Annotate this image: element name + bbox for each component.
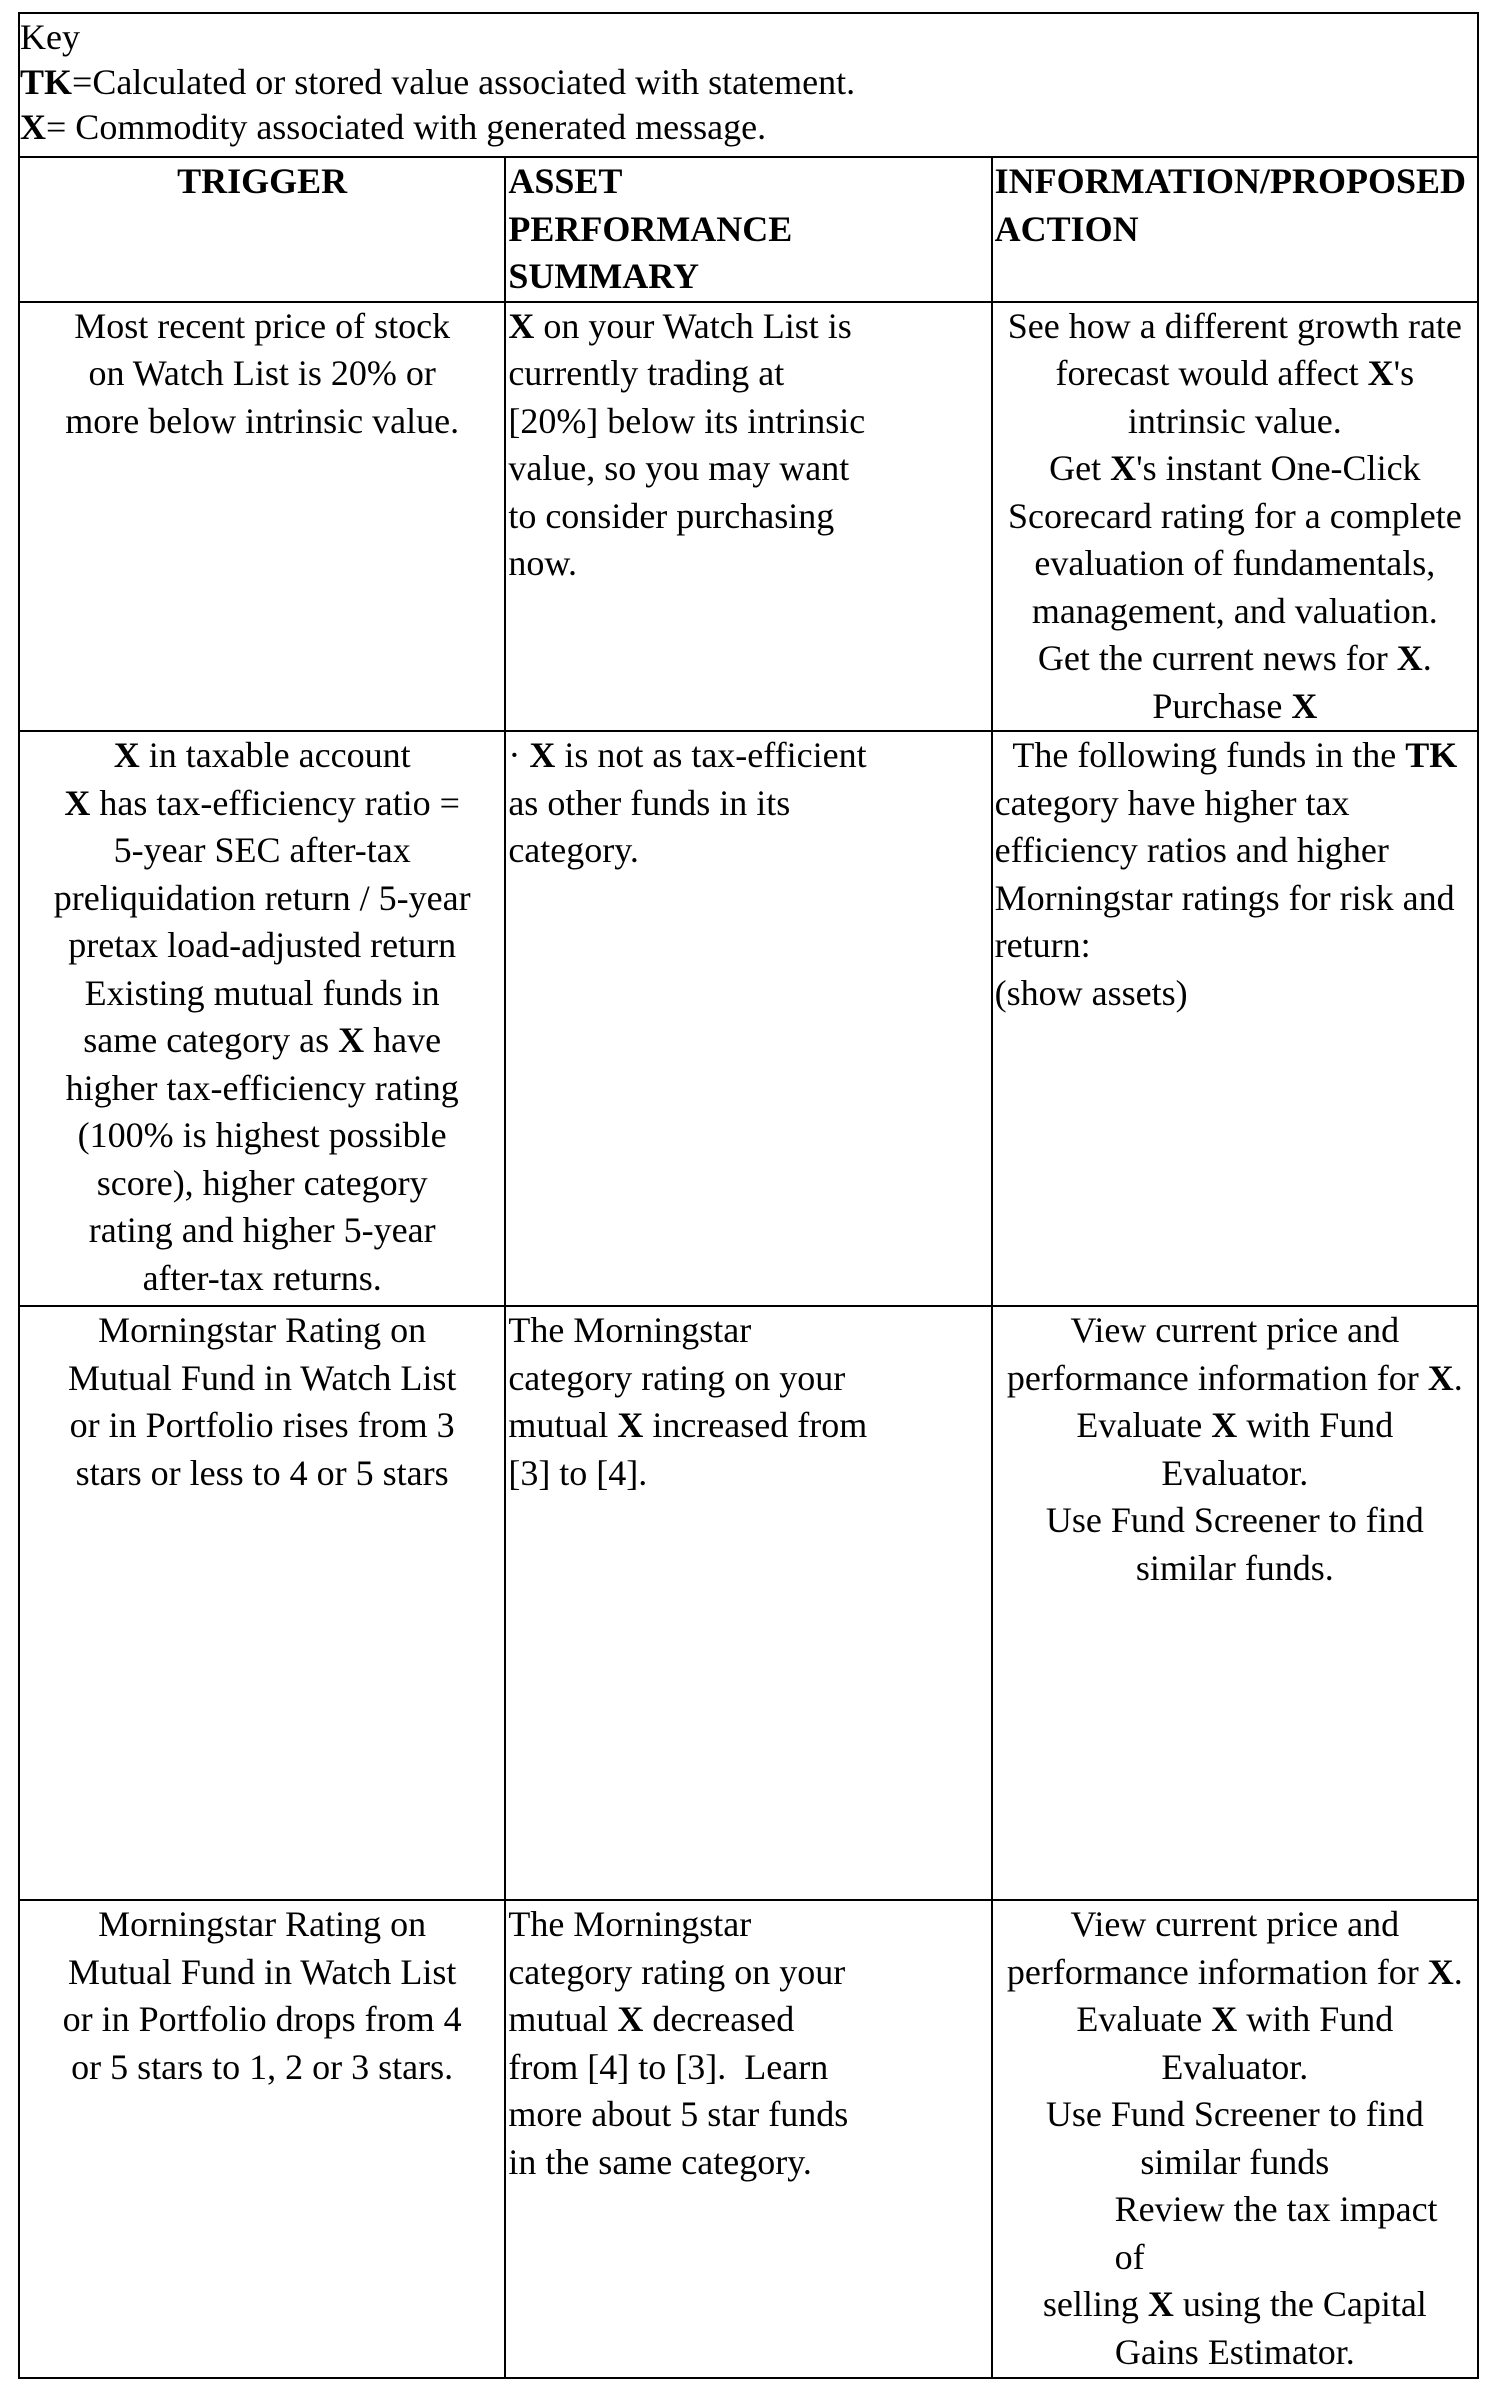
header-row [19, 157, 1478, 302]
text-line [508, 1996, 988, 2044]
table-row [19, 1306, 1478, 1900]
text-line: or in Portfolio drops from 4 [62, 1999, 462, 2039]
commodity-x: X [113, 735, 140, 775]
text-fragment: performance information for [1006, 1951, 1428, 1992]
text-line: category rating on your [508, 1951, 846, 1992]
text-line: Evaluator. [1161, 1452, 1309, 1493]
key-row [19, 13, 1478, 157]
commodity-x: X [1427, 1357, 1454, 1398]
text-line: from [4] to [3]. Learn [508, 2046, 829, 2087]
text-line: or 5 stars to 1, 2 or 3 stars. [71, 2046, 454, 2087]
text-line: Morningstar Rating on [98, 1904, 427, 1944]
trigger-cell [19, 1306, 505, 1900]
text-line: now. [508, 543, 577, 583]
header-trigger-label: TRIGGER [177, 161, 348, 201]
text-line: Existing mutual funds in [84, 972, 440, 1013]
trigger-cell [19, 731, 505, 1306]
text-line [995, 445, 1475, 493]
text-line: Gains Estimator. [1114, 2331, 1355, 2372]
key-tk-text: =Calculated or stored value associated with statement. [72, 62, 856, 102]
show-assets-text: (show assets) [994, 972, 1188, 1013]
text-fragment: with Fund [1237, 1405, 1394, 1445]
trigger-cell [19, 1900, 505, 2378]
text-fragment: using the Capital [1173, 2284, 1427, 2324]
text-fragment: The following funds in the [1012, 735, 1406, 775]
text-line: Most recent price of stock [74, 305, 451, 346]
trigger-cell [19, 302, 505, 732]
text-line: pretax load-adjusted return [68, 925, 457, 965]
text-line: more below intrinsic value. [65, 400, 460, 441]
commodity-x: X [64, 782, 91, 823]
text-fragment: has tax-efficiency ratio = [90, 782, 460, 823]
text-fragment: . [1422, 638, 1432, 678]
text-fragment: in taxable account [139, 735, 411, 775]
text-line [508, 732, 988, 780]
text-fragment: on your Watch List is [534, 305, 852, 346]
text-line: Scorecard rating for a complete [1007, 495, 1462, 536]
commodity-x: X [1211, 1999, 1238, 2039]
text-line: evaluation of fundamentals, [1034, 543, 1436, 583]
text-line: See how a different growth rate [1007, 305, 1462, 346]
key-x-definition [20, 105, 1475, 150]
text-line: Morningstar Rating on [98, 1310, 427, 1350]
text-fragment: with Fund [1237, 1999, 1394, 2039]
text-line: [3] to [4]. [508, 1452, 648, 1493]
header-action [992, 157, 1478, 302]
text-fragment: have [364, 1020, 442, 1060]
text-line: Use Fund Screener to find [1045, 1500, 1424, 1540]
commodity-x: X [617, 1999, 644, 2039]
text-line: intrinsic value. [1127, 400, 1342, 441]
text-line: Evaluator. [1161, 2046, 1309, 2087]
text-fragment: is not as tax-efficient [555, 735, 867, 775]
commodity-x: X [508, 305, 535, 346]
text-line: stars or less to 4 or 5 stars [75, 1452, 449, 1493]
text-fragment: Evaluate [1076, 1999, 1212, 2039]
text-line [995, 683, 1475, 731]
text-line: (100% is highest possible [77, 1115, 447, 1155]
text-line: preliquidation return / 5-year [53, 877, 471, 918]
text-line: more about 5 star funds [508, 2094, 849, 2134]
commodity-x: X [1147, 2284, 1174, 2324]
tk-value: TK [1405, 735, 1458, 775]
text-fragment: same category as [83, 1020, 339, 1060]
text-line: as other funds in its [508, 782, 791, 823]
text-line: Mutual Fund in Watch List [67, 1951, 457, 1992]
key-x-text: = Commodity associated with generated message. [46, 107, 767, 147]
text-line [22, 732, 502, 780]
text-fragment: 's [1393, 353, 1415, 393]
commodity-x: X [1211, 1405, 1238, 1445]
summary-cell [505, 1306, 991, 1900]
summary-cell [505, 1900, 991, 2378]
text-line: category rating on your [508, 1357, 846, 1398]
text-fragment: 's instant One-Click [1136, 448, 1421, 488]
action-cell [992, 731, 1478, 1306]
header-summary-line: PERFORMANCE [508, 208, 793, 249]
text-line: or in Portfolio rises from 3 [69, 1405, 455, 1445]
text-line: The Morningstar [508, 1904, 752, 1944]
bullet-mark: · [508, 735, 530, 775]
summary-cell [505, 302, 991, 732]
text-line: category. [508, 830, 639, 870]
text-line: [20%] below its intrinsic [508, 400, 866, 441]
document-page [18, 12, 1479, 2389]
text-line: currently trading at [508, 353, 785, 393]
text-line: to consider purchasing [508, 495, 835, 536]
key-cell [19, 13, 1478, 157]
text-line: View current price and [1070, 1904, 1400, 1944]
text-fragment: decreased [643, 1999, 795, 2039]
text-line [22, 780, 502, 828]
text-line: after-tax returns. [142, 1257, 382, 1298]
text-fragment: . [1453, 1357, 1463, 1398]
text-fragment: Evaluate [1076, 1405, 1212, 1445]
header-action-line: INFORMATION/PROPOSED [994, 161, 1466, 201]
text-line: management, and valuation. [1031, 590, 1438, 631]
table-row [19, 731, 1478, 1306]
commodity-x: X [338, 1020, 365, 1060]
text-line: value, so you may want [508, 448, 850, 488]
text-line: Use Fund Screener to find [1045, 2094, 1424, 2134]
commodity-x: X [1110, 448, 1137, 488]
text-fragment: mutual [508, 1999, 618, 2039]
commodity-x: X [1427, 1951, 1454, 1992]
text-line [995, 2281, 1475, 2329]
key-x-term: X [20, 107, 46, 147]
text-line: The Morningstar [508, 1310, 752, 1350]
commodity-x: X [1367, 353, 1394, 393]
action-cell [992, 1900, 1478, 2378]
text-line: return: [994, 925, 1091, 965]
text-line: higher tax-efficiency rating [65, 1067, 459, 1108]
text-line: category have higher tax [994, 782, 1350, 823]
text-fragment: forecast would affect [1055, 353, 1368, 393]
table-row [19, 302, 1478, 732]
commodity-x: X [529, 735, 556, 775]
key-tk-term: TK [20, 62, 73, 102]
text-line [995, 1402, 1475, 1450]
text-line [995, 350, 1475, 398]
text-line [508, 1402, 988, 1450]
text-line [995, 1949, 1475, 1997]
table-row [19, 1900, 1478, 2378]
action-cell [992, 302, 1478, 732]
trigger-action-table [18, 12, 1479, 2379]
text-line [995, 1996, 1475, 2044]
text-line [995, 732, 1475, 780]
key-tk-definition [20, 60, 1475, 105]
header-summary [505, 157, 991, 302]
text-line [22, 1017, 502, 1065]
commodity-x: X [1291, 685, 1318, 726]
action-cell [992, 1306, 1478, 1900]
text-line: rating and higher 5-year [88, 1210, 436, 1250]
text-line [508, 303, 988, 351]
text-fragment: Get the current news for [1037, 638, 1397, 678]
text-fragment: mutual [508, 1405, 618, 1445]
commodity-x: X [1396, 638, 1423, 678]
text-line: efficiency ratios and higher [994, 830, 1389, 870]
text-line [995, 635, 1475, 683]
text-fragment: performance information for [1006, 1357, 1428, 1398]
text-fragment: increased from [643, 1405, 868, 1445]
commodity-x: X [617, 1405, 644, 1445]
text-line: Morningstar ratings for risk and [994, 877, 1455, 918]
header-summary-line: SUMMARY [508, 256, 700, 296]
header-trigger [19, 157, 505, 302]
header-summary-line: ASSET [508, 161, 623, 201]
summary-cell [505, 731, 991, 1306]
text-fragment: Purchase [1152, 685, 1292, 726]
text-line: similar funds. [1135, 1547, 1334, 1588]
text-line: similar funds [1140, 2141, 1330, 2182]
text-fragment: . [1453, 1951, 1463, 1992]
header-action-line: ACTION [994, 208, 1139, 249]
text-line: Mutual Fund in Watch List [67, 1357, 457, 1398]
text-line: in the same category. [508, 2141, 812, 2182]
text-line: on Watch List is 20% or [88, 353, 436, 393]
text-line: score), higher category [96, 1162, 428, 1203]
text-fragment: selling [1042, 2284, 1148, 2324]
text-line: Review the tax impact of [1114, 2189, 1438, 2277]
key-title: Key [20, 17, 80, 57]
text-line: 5-year SEC after-tax [113, 830, 411, 870]
text-fragment: Get [1049, 448, 1111, 488]
text-line [995, 1355, 1475, 1403]
text-line: View current price and [1070, 1310, 1400, 1350]
